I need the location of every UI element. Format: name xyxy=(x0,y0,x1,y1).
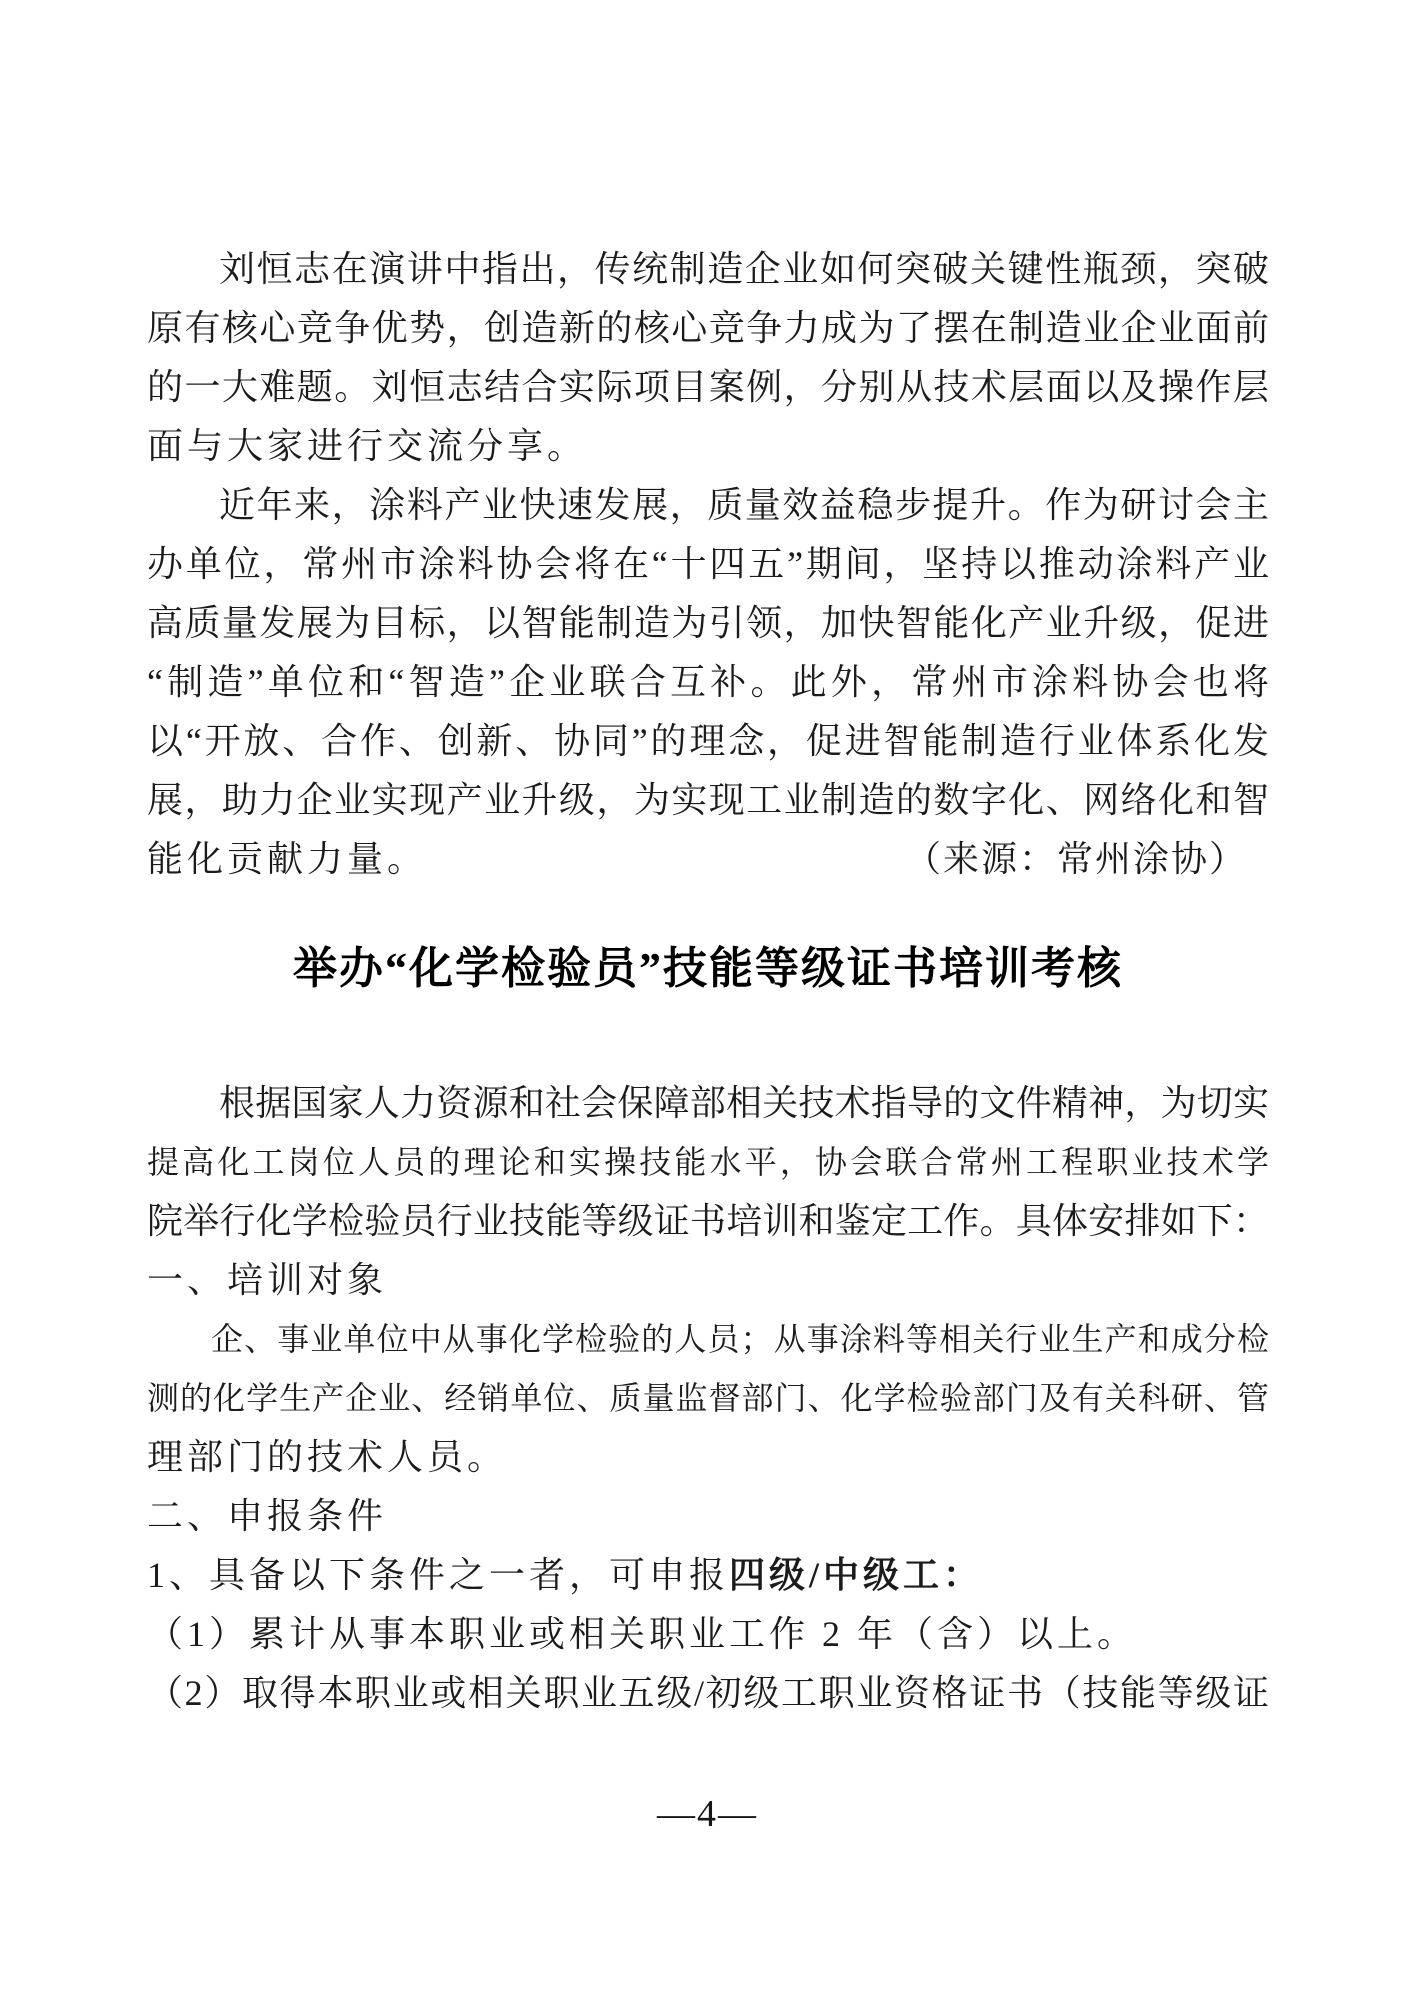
paragraph-line: 高质量发展为目标，以智能制造为引领，加快智能化产业升级，促进 xyxy=(147,603,1269,643)
paragraph-line: 提高化工岗位人员的理论和实操技能水平，协会联合常州工程职业技术学 xyxy=(147,1144,1269,1180)
list-subitem-line: （2）取得本职业或相关职业五级/初级工职业资格证书（技能等级证 xyxy=(147,1673,1269,1713)
paragraph-line: 根据国家人力资源和社会保障部相关技术指导的文件精神，为切实 xyxy=(219,1083,1269,1123)
paragraph-line: 面与大家进行交流分享。 xyxy=(147,426,588,466)
paragraph-line: 展，助力企业实现产业升级，为实现工业制造的数字化、网络化和智 xyxy=(147,780,1269,820)
paragraph-line: 原有核心竞争优势，创造新的核心竞争力成为了摆在制造业企业面前 xyxy=(147,308,1269,348)
paragraph-last-line xyxy=(147,830,1269,889)
list-item-line xyxy=(147,1546,1269,1605)
paragraph-line-text: 能化贡献力量。 xyxy=(147,839,428,879)
document-content xyxy=(147,240,1269,1723)
paragraph-line: 理部门的技术人员。 xyxy=(147,1437,508,1477)
paragraph-line: 测的化学生产企业、经销单位、质量监督部门、化学检验部门及有关科研、管 xyxy=(147,1380,1269,1416)
paragraph-line: 的一大难题。刘恒志结合实际项目案例，分别从技术层面以及操作层 xyxy=(147,367,1269,407)
list-item-text: 1、具备以下条件之一者，可申报 xyxy=(147,1555,730,1595)
section-number-line: 二、申报条件 xyxy=(147,1496,388,1536)
paragraph-line: 企、事业单位中从事化学检验的人员；从事涂料等相关行业生产和成分检 xyxy=(211,1321,1269,1357)
page-number: —4— xyxy=(657,1793,758,1835)
list-subitem-line: （1）累计从事本职业或相关职业工作 2 年（含）以上。 xyxy=(147,1614,1138,1654)
paragraph-line: 近年来，涂料产业快速发展，质量效益稳步提升。作为研讨会主 xyxy=(219,485,1269,525)
section-heading: 举办“化学检验员”技能等级证书培训考核 xyxy=(293,944,1123,993)
paragraph-line: 以“开放、合作、创新、协同”的理念，促进智能制造行业体系化发 xyxy=(147,721,1269,761)
paragraph-line: 办单位，常州市涂料协会将在“十四五”期间，坚持以推动涂料产业 xyxy=(147,544,1269,584)
list-item-bold-text: 四级/中级工： xyxy=(729,1555,984,1595)
source-attribution: （来源：常州涂协） xyxy=(904,839,1247,879)
paragraph-line: 刘恒志在演讲中指出，传统制造企业如何突破关键性瓶颈，突破 xyxy=(219,249,1269,289)
paragraph-line: 院举行化学检验员行业技能等级证书培训和鉴定工作。具体安排如下： xyxy=(147,1201,1269,1241)
section-number-line: 一、培训对象 xyxy=(147,1260,388,1300)
paragraph-line: “制造”单位和“智造”企业联合互补。此外，常州市涂料协会也将 xyxy=(147,662,1269,702)
